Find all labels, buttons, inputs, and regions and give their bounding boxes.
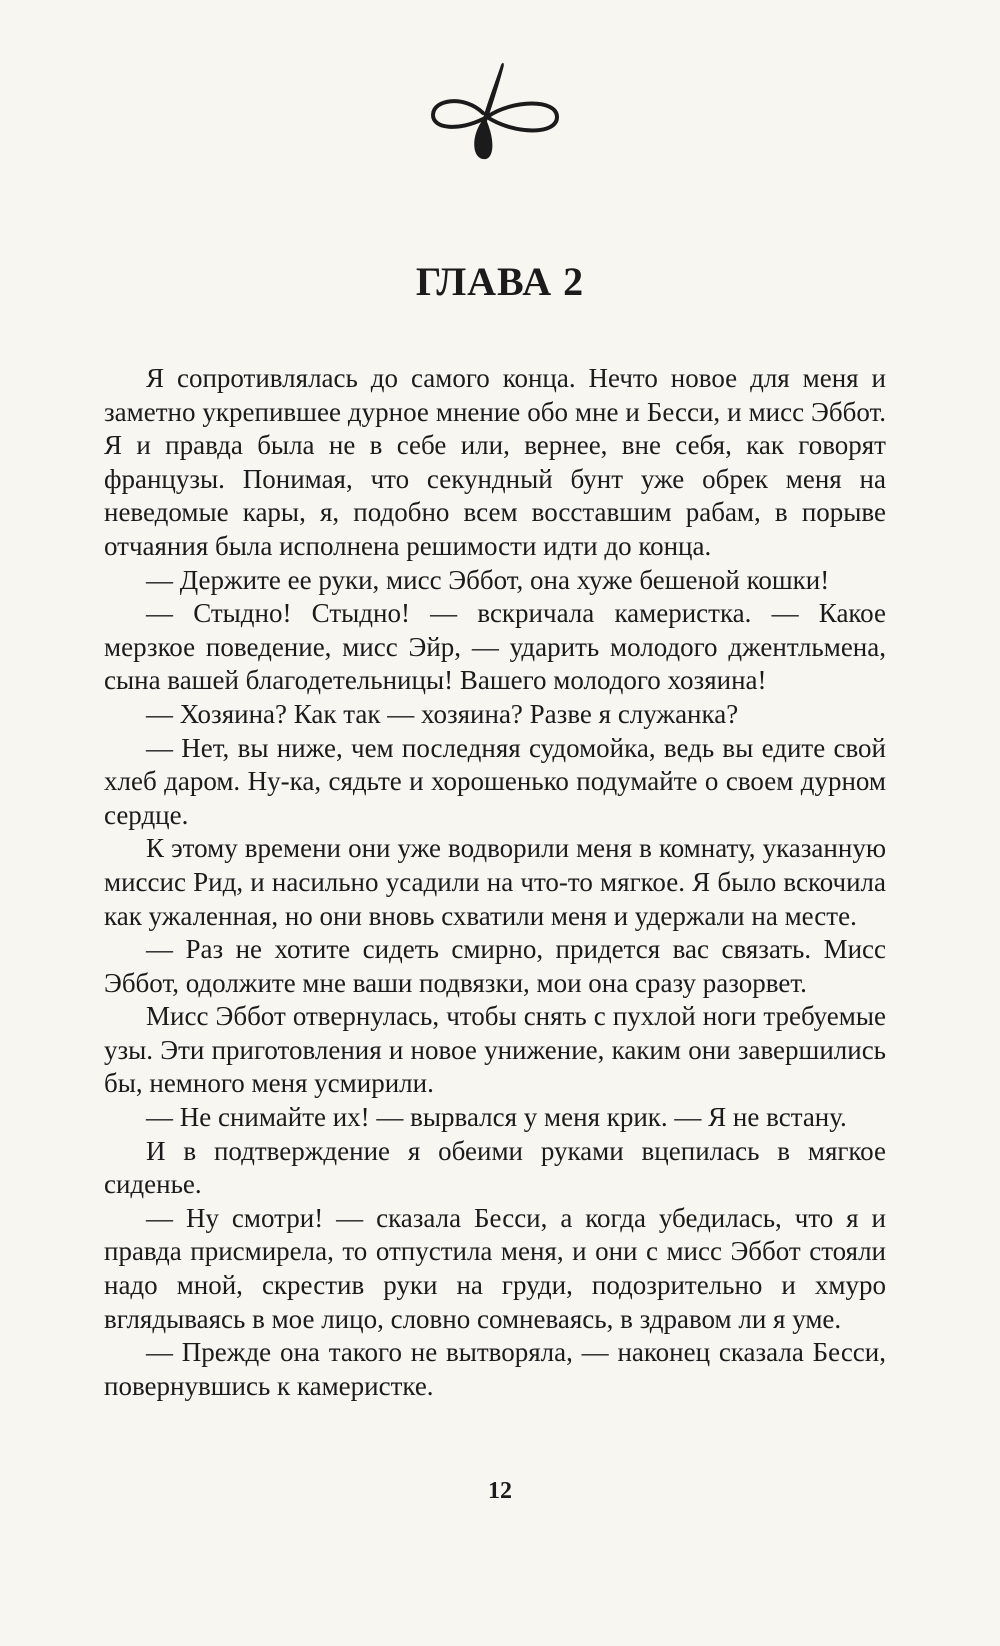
paragraph: — Раз не хотите сидеть смирно, придется вас связать. Мисс Эббот, одолжите мне ваши подвязки, мои она сразу разорвет. [104, 934, 886, 998]
chapter-title: ГЛАВА 2 [415, 259, 585, 304]
paragraph: — Нет, вы ниже, чем последняя судомойка, ведь вы едите свой хлеб даром. Ну-ка, сядьте и хорошенько подумайте о своем дурном сердце. [104, 732, 886, 830]
paragraph: — Хозяина? Как так — хозяина? Разве я служанка? [146, 698, 739, 729]
paragraph: — Ну смотри! — сказала Бесси, а когда убедилась, что я и правда присмирела, то отпустила меня, и они с мисс Эббот стояли надо мной, скрестив руки на груди, подозрительно и хмуро вглядываясь в мое лицо, словно сомневаясь, в здравом ли я уме. [104, 1202, 886, 1334]
page-number: 12 [488, 1478, 512, 1504]
paragraph: И в подтверждение я обеими руками вцепилась в мягкое сиденье. [104, 1135, 886, 1200]
paragraph: Мисс Эббот отвернулась, чтобы снять с пухлой ноги требуемые узы. Эти приготовления и новое унижение, каким они завершились бы, немного меня усмирили. [104, 1001, 886, 1099]
paragraph: К этому времени они уже водворили меня в комнату, указанную миссис Рид, и насильно усадили на что-то мягкое. Я было вскочила как ужаленная, но они вновь схватили меня и удержали на месте. [104, 833, 886, 931]
paragraph: — Стыдно! Стыдно! — вскричала камеристка. — Какое мерзкое поведение, мисс Эйр, — ударить молодого джентльмена, сына вашей благодетельницы! Вашего молодого хозяина! [104, 598, 886, 696]
paragraph: — Держите ее руки, мисс Эббот, она хуже бешеной кошки! [146, 564, 830, 595]
paragraph: — Не снимайте их! — вырвался у меня крик. — Я не встану. [146, 1102, 847, 1133]
paragraph: — Прежде она такого не вытворяла, — наконец сказала Бесси, повернувшись к камеристке. [104, 1337, 886, 1401]
body-text [104, 362, 886, 1403]
flourish-ornament-icon [425, 55, 565, 180]
paragraph: Я сопротивлялась до самого конца. Нечто новое для меня и заметно укрепившее дурное мнение обо мне и Бесси, и мисс Эббот. Я и правда была не в себе или, вернее, вне себя, как говорят французы. Понимая, что секундный бунт уже обрек меня на неведомые кары, я, подобно всем восставшим рабам, в порыве отчаяния была исполнена решимости идти до конца. [104, 363, 886, 561]
